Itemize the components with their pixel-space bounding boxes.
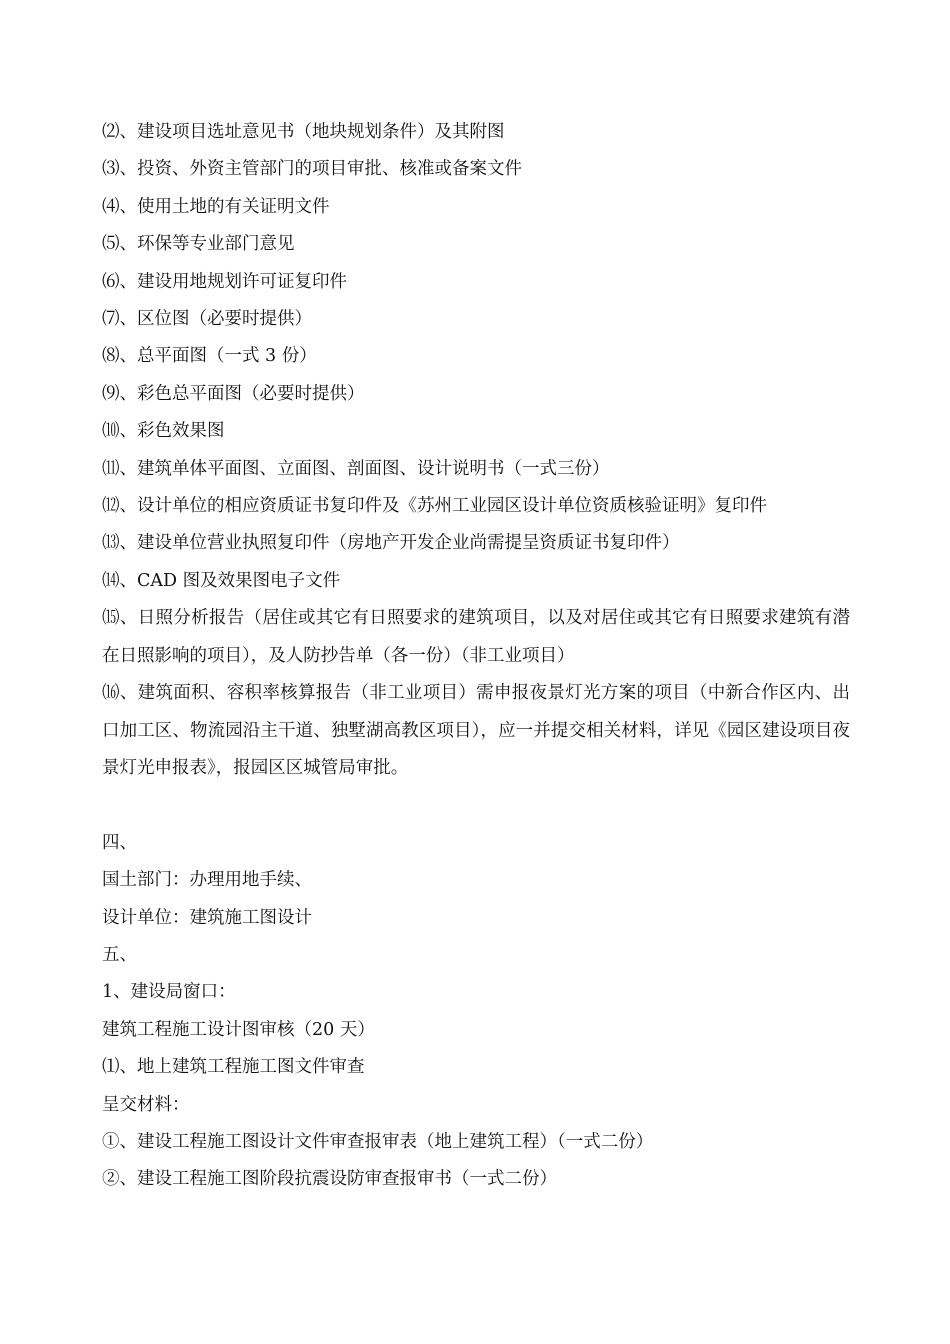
section-4-land-dept: 国土部门：办理用地手续、 bbox=[102, 870, 312, 891]
list-item-4: ⑷、使用土地的有关证明文件 bbox=[102, 196, 330, 217]
section-5-heading: 五、 bbox=[102, 944, 137, 965]
list-item-14: ⒁、CAD 图及效果图电子文件 bbox=[102, 570, 341, 591]
list-item-11: ⑾、建筑单体平面图、立面图、剖面图、设计说明书（一式三份） bbox=[102, 458, 610, 479]
list-item-12: ⑿、设计单位的相应资质证书复印件及《苏州工业园区设计单位资质核验证明》复印件 bbox=[102, 496, 767, 517]
section-5-materials: 呈交材料： bbox=[102, 1094, 190, 1115]
list-item-2: ⑵、建设项目选址意见书（地块规划条件）及其附图 bbox=[102, 122, 505, 142]
list-item-8: ⑻、总平面图（一式 3 份） bbox=[102, 346, 317, 367]
section-5-material-1: ①、建设工程施工图设计文件审查报审表（地上建筑工程）（一式二份） bbox=[102, 1131, 654, 1152]
list-item-15: ⒂、日照分析报告（居住或其它有日照要求的建筑项目，以及对居住或其它有日照要求建筑有潜在日照影响的项目），及人防抄告单（各一份）（非工业项目） bbox=[102, 608, 850, 666]
list-item-6: ⑹、建设用地规划许可证复印件 bbox=[102, 271, 347, 292]
list-item-10: ⑽、彩色效果图 bbox=[102, 421, 225, 442]
section-5-window: 1、建设局窗口： bbox=[102, 982, 236, 1003]
list-item-3: ⑶、投资、外资主管部门的项目审批、核准或备案文件 bbox=[102, 159, 522, 180]
section-5-review: 建筑工程施工设计图审核（20 天） bbox=[102, 1019, 375, 1040]
section-4-heading: 四、 bbox=[102, 832, 137, 853]
list-item-13: ⒀、建设单位营业执照复印件（房地产开发企业尚需提呈资质证书复印件） bbox=[102, 533, 680, 554]
list-item-16: ⒃、建筑面积、容积率核算报告（非工业项目）需申报夜景灯光方案的项目（中新合作区内、出口加工区、物流园沿主干道、独墅湖高教区项目），应一并提交相关材料，详见《园区建设项目夜景灯光申报表》，报园区区城管局审批。 bbox=[102, 683, 850, 778]
blank-line bbox=[102, 787, 850, 824]
list-item-9: ⑼、彩色总平面图（必要时提供） bbox=[102, 383, 365, 404]
section-4-design-unit: 设计单位：建筑施工图设计 bbox=[102, 907, 312, 928]
document-body bbox=[102, 114, 850, 1199]
section-5-item-1: ⑴、地上建筑工程施工图文件审查 bbox=[102, 1057, 365, 1078]
list-item-5: ⑸、环保等专业部门意见 bbox=[102, 234, 295, 255]
list-item-7: ⑺、区位图（必要时提供） bbox=[102, 309, 312, 330]
section-5-material-2: ②、建设工程施工图阶段抗震设防审查报审书（一式二份） bbox=[102, 1169, 557, 1190]
